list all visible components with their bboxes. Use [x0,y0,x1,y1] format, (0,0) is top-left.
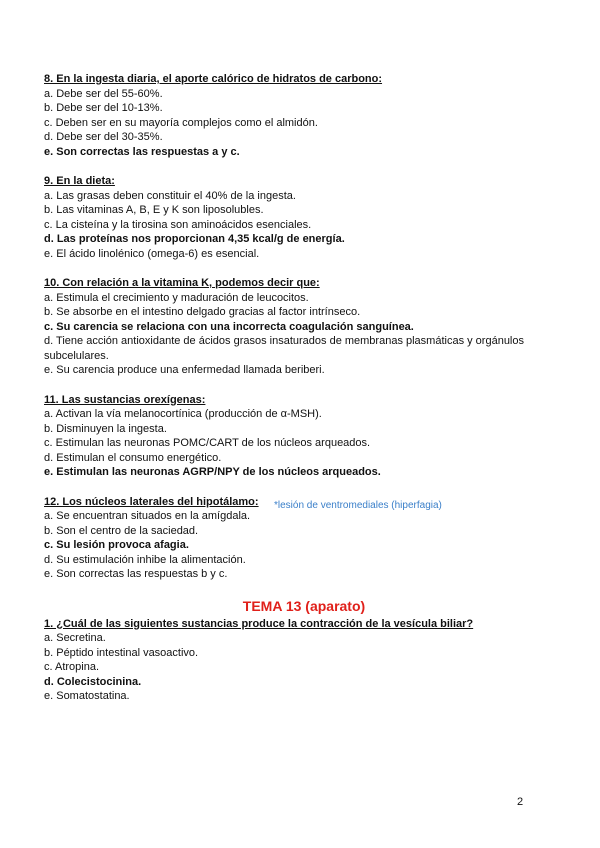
questions-section-b [44,617,564,704]
answer-option: a. Estimula el crecimiento y maduración de leucocitos. [44,291,309,304]
answer-option: a. Debe ser del 55-60%. [44,87,163,100]
answer-option: a. Las grasas deben constituir el 40% de la ingesta. [44,189,296,202]
question-title: 8. En la ingesta diaria, el aporte calórico de hidratos de carbono: [44,73,383,85]
document-page [44,72,564,719]
question-title: 11. Las sustancias orexígenas: [44,393,206,406]
question-block [44,393,564,480]
answer-option: a. Secretina. [44,632,106,644]
answer-option: b. Son el centro de la saciedad. [44,524,199,537]
answer-option: c. Atropina. [44,661,100,673]
question-block [44,276,564,378]
answer-option: d. Su estimulación inhibe la alimentación. [44,553,246,566]
answer-option-correct: d. Colecistocinina. [44,675,142,688]
answer-option: b. Péptido intestinal vasoactivo. [44,646,199,659]
margin-note: *lesión de ventromediales (hiperfagia) [274,500,442,511]
answer-option-correct: c. Su lesión provoca afagia. [44,539,189,551]
answer-option-correct: c. Su carencia se relaciona con una incorrecta coagulación sanguínea. [44,320,414,333]
question-block [44,72,564,159]
answer-option: d. Debe ser del 30-35%. [44,131,163,143]
answer-option: e. Su carencia produce una enfermedad llamada beriberi. [44,364,325,376]
answer-option: e. El ácido linolénico (omega-6) es esencial. [44,247,260,260]
answer-option: e. Somatostatina. [44,690,130,702]
answer-option: b. Se absorbe en el intestino delgado gracias al factor intrínseco. [44,306,361,318]
answer-option-correct: d. Las proteínas nos proporcionan 4,35 kcal/g de energía. [44,233,345,245]
question-block [44,174,564,261]
question-title: 12. Los núcleos laterales del hipotálamo: [44,495,259,508]
answer-option: a. Activan la vía melanocortínica (producción de α-MSH). [44,408,322,420]
answer-option: d. Estimulan el consumo energético. [44,451,222,464]
question-title: 1. ¿Cuál de las siguientes sustancias produce la contracción de la vesícula biliar? [44,617,474,630]
answer-option: b. Disminuyen la ingesta. [44,422,167,435]
question-title: 10. Con relación a la vitamina K, podemos decir que: [44,277,320,289]
answer-option: c. Estimulan las neuronas POMC/CART de los núcleos arqueados. [44,437,371,449]
answer-option-correct: e. Son correctas las respuestas a y c. [44,145,240,158]
answer-option: c. Deben ser en su mayoría complejos como el almidón. [44,116,318,129]
question-block [44,617,564,704]
answer-option: d. Tiene acción antioxidante de ácidos grasos insaturados de membranas plasmáticas y orgánulos subcelulares. [44,335,524,362]
answer-option: c. La cisteína y la tirosina son aminoácidos esenciales. [44,218,312,231]
page-number: 2 [517,796,524,808]
answer-option: e. Son correctas las respuestas b y c. [44,568,228,580]
answer-option: a. Se encuentran situados en la amígdala. [44,510,251,522]
answer-option: b. Las vitaminas A, B, E y K son liposolubles. [44,204,264,216]
answer-option: b. Debe ser del 10-13%. [44,102,163,114]
question-title: 9. En la dieta: [44,175,115,187]
section-title: TEMA 13 (aparato) [242,597,366,614]
answer-option-correct: e. Estimulan las neuronas AGRP/NPY de los núcleos arqueados. [44,466,381,478]
